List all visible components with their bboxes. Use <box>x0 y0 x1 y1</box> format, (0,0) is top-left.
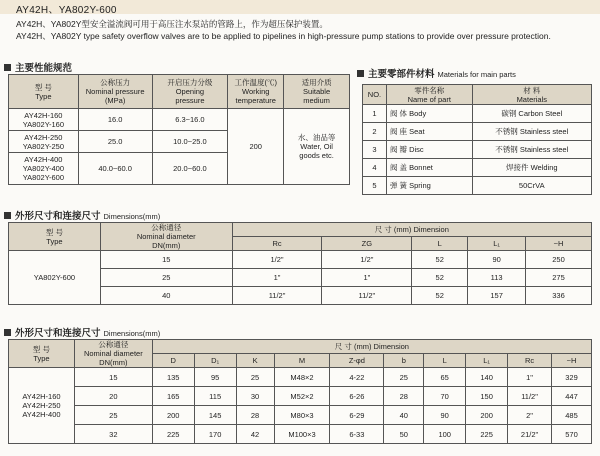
perf-header-temp: 工作温度(℃) Working temperature <box>228 75 284 109</box>
cell: M80×3 <box>274 406 330 425</box>
dim1-col-l: L <box>412 237 468 251</box>
perf-type: AY42H-250 YA802Y-250 <box>9 131 79 153</box>
dim1-col-l1: L₁ <box>468 237 526 251</box>
dim1-col-zg: ZG <box>322 237 412 251</box>
dim1-header-dn: 公称通径 Nominal diameter DN(mm) <box>100 223 232 251</box>
cell: 1/2" <box>232 251 322 269</box>
intro-cn: AY42H、YA802Y型安全溢流阀可用于高压注水泵站的管路上，作为超压保护装置。 <box>16 19 328 29</box>
square-bullet-icon <box>4 329 11 336</box>
dim2-col: Rc <box>508 354 552 368</box>
cell: 447 <box>552 387 592 406</box>
cell: 90 <box>424 406 466 425</box>
mat-material: 50CrVA <box>472 177 591 195</box>
cell: 135 <box>152 368 194 387</box>
cell: 165 <box>152 387 194 406</box>
cell: 90 <box>468 251 526 269</box>
cell: 52 <box>412 269 468 287</box>
perf-medium: 水、油品等 Water, Oil goods etc. <box>284 109 350 185</box>
dim2-col: D₁ <box>194 354 236 368</box>
cell: 30 <box>236 387 274 406</box>
cell: 15 <box>74 368 152 387</box>
cell: 25 <box>236 368 274 387</box>
mat-no: 1 <box>363 105 387 123</box>
dim2-col: L <box>424 354 466 368</box>
perf-temp: 200 <box>228 109 284 185</box>
mat-part: 阀 瓣 Disc <box>386 141 472 159</box>
table-row <box>9 406 592 425</box>
dim1-header-group: 尺 寸 (mm) Dimension <box>232 223 591 237</box>
dim2-table <box>8 339 592 444</box>
dim2-col: ~H <box>552 354 592 368</box>
cell: 2" <box>508 406 552 425</box>
cell: 200 <box>152 406 194 425</box>
table-row <box>9 387 592 406</box>
dim2-header-type: 型 号 Type <box>9 340 75 368</box>
cell: 70 <box>424 387 466 406</box>
dim1-header-type: 型 号 Type <box>9 223 101 251</box>
table-row <box>9 109 350 131</box>
perf-header-pn: 公称压力 Nominal pressure (MPa) <box>78 75 152 109</box>
cell: M52×2 <box>274 387 330 406</box>
cell: 336 <box>526 287 592 305</box>
cell: 65 <box>424 368 466 387</box>
dim2-col: K <box>236 354 274 368</box>
cell: 113 <box>468 269 526 287</box>
mat-material: 不锈钢 Stainless steel <box>472 123 591 141</box>
cell: 11/2" <box>508 387 552 406</box>
table-row <box>363 141 592 159</box>
cell: 225 <box>152 425 194 444</box>
table-row <box>363 105 592 123</box>
mat-part: 阀 座 Seat <box>386 123 472 141</box>
cell: 52 <box>412 287 468 305</box>
cell: 25 <box>100 269 232 287</box>
perf-type: AY42H-400 YA802Y-400 YA802Y-600 <box>9 153 79 185</box>
cell: 140 <box>466 368 508 387</box>
table-row <box>363 159 592 177</box>
cell: 20 <box>74 387 152 406</box>
cell: 4-22 <box>330 368 384 387</box>
mat-header-no: NO. <box>363 85 387 105</box>
perf-open: 20.0~60.0 <box>152 153 228 185</box>
cell: 275 <box>526 269 592 287</box>
cell: 100 <box>424 425 466 444</box>
dim2-col: Z-φd <box>330 354 384 368</box>
perf-pn: 25.0 <box>78 131 152 153</box>
intro-en: AY42H、YA802Y type safety overflow valves are to be applied to pipelines in high-pressure pump stations to provide over pressure protection. <box>16 31 551 41</box>
table-row <box>363 123 592 141</box>
cell: 115 <box>194 387 236 406</box>
mat-no: 2 <box>363 123 387 141</box>
cell: 485 <box>552 406 592 425</box>
mat-part: 阀 盖 Bonnet <box>386 159 472 177</box>
mat-no: 4 <box>363 159 387 177</box>
dim1-col-rc: Rc <box>232 237 322 251</box>
perf-type: AY42H-160 YA802Y-160 <box>9 109 79 131</box>
cell: 145 <box>194 406 236 425</box>
mat-material: 碳钢 Carbon Steel <box>472 105 591 123</box>
square-bullet-icon <box>4 212 11 219</box>
materials-section-title: 主要零部件材料 Materials for main parts <box>357 66 516 80</box>
dim2-col: M <box>274 354 330 368</box>
cell: 11/2" <box>232 287 322 305</box>
cell: 28 <box>236 406 274 425</box>
table-row <box>9 368 592 387</box>
mat-header-mat: 材 料 Materials <box>472 85 591 105</box>
page-title: AY42H、YA802Y-600 <box>16 5 117 16</box>
dim2-col: D <box>152 354 194 368</box>
cell: 170 <box>194 425 236 444</box>
mat-material: 不锈钢 Stainless steel <box>472 141 591 159</box>
perf-open: 6.3~16.0 <box>152 109 228 131</box>
dim2-col: L₁ <box>466 354 508 368</box>
dim1-col-h: ~H <box>526 237 592 251</box>
perf-section-title: 主要性能规范 <box>4 60 72 74</box>
cell: 15 <box>100 251 232 269</box>
table-row <box>363 177 592 195</box>
cell: 28 <box>384 387 424 406</box>
cell: 52 <box>412 251 468 269</box>
perf-table <box>8 74 350 185</box>
dim2-section-title: 外形尺寸和连接尺寸 Dimensions(mm) <box>4 325 160 339</box>
cell: 250 <box>526 251 592 269</box>
cell: 40 <box>384 406 424 425</box>
dim1-type: YA802Y-600 <box>9 251 101 305</box>
perf-header-medium: 适用介质 Suitable medium <box>284 75 350 109</box>
square-bullet-icon <box>357 70 364 77</box>
dim1-table <box>8 222 592 305</box>
cell: 1" <box>322 269 412 287</box>
table-row <box>9 425 592 444</box>
square-bullet-icon <box>4 64 11 71</box>
cell: 329 <box>552 368 592 387</box>
cell: 11/2" <box>322 287 412 305</box>
mat-header-part: 零件名称 Name of part <box>386 85 472 105</box>
cell: 6-26 <box>330 387 384 406</box>
cell: 6-29 <box>330 406 384 425</box>
cell: 40 <box>100 287 232 305</box>
dim1-section-title: 外形尺寸和连接尺寸 Dimensions(mm) <box>4 208 160 222</box>
cell: 6-33 <box>330 425 384 444</box>
perf-pn: 16.0 <box>78 109 152 131</box>
cell: M100×3 <box>274 425 330 444</box>
cell: 25 <box>384 368 424 387</box>
cell: 21/2" <box>508 425 552 444</box>
perf-open: 10.0~25.0 <box>152 131 228 153</box>
mat-part: 阀 体 Body <box>386 105 472 123</box>
cell: 32 <box>74 425 152 444</box>
cell: 42 <box>236 425 274 444</box>
cell: 25 <box>74 406 152 425</box>
dim2-header-group: 尺 寸 (mm) Dimension <box>152 340 591 354</box>
cell: 1" <box>508 368 552 387</box>
dim2-col: b <box>384 354 424 368</box>
mat-part: 弹 簧 Spring <box>386 177 472 195</box>
mat-material: 焊接件 Welding <box>472 159 591 177</box>
cell: 1/2" <box>322 251 412 269</box>
mat-no: 5 <box>363 177 387 195</box>
dim2-type: AY42H-160 AY42H-250 AY42H-400 <box>9 368 75 444</box>
intro-text <box>16 18 594 42</box>
cell: 200 <box>466 406 508 425</box>
cell: M48×2 <box>274 368 330 387</box>
cell: 157 <box>468 287 526 305</box>
perf-header-open: 开启压力分级 Opening pressure <box>152 75 228 109</box>
cell: 95 <box>194 368 236 387</box>
table-row <box>9 251 592 269</box>
perf-pn: 40.0~60.0 <box>78 153 152 185</box>
cell: 1" <box>232 269 322 287</box>
mat-no: 3 <box>363 141 387 159</box>
dim2-header-dn: 公称通径 Nominal diameter DN(mm) <box>74 340 152 368</box>
cell: 50 <box>384 425 424 444</box>
perf-header-type: 型 号 Type <box>9 75 79 109</box>
cell: 150 <box>466 387 508 406</box>
materials-table <box>362 84 592 195</box>
cell: 570 <box>552 425 592 444</box>
cell: 225 <box>466 425 508 444</box>
